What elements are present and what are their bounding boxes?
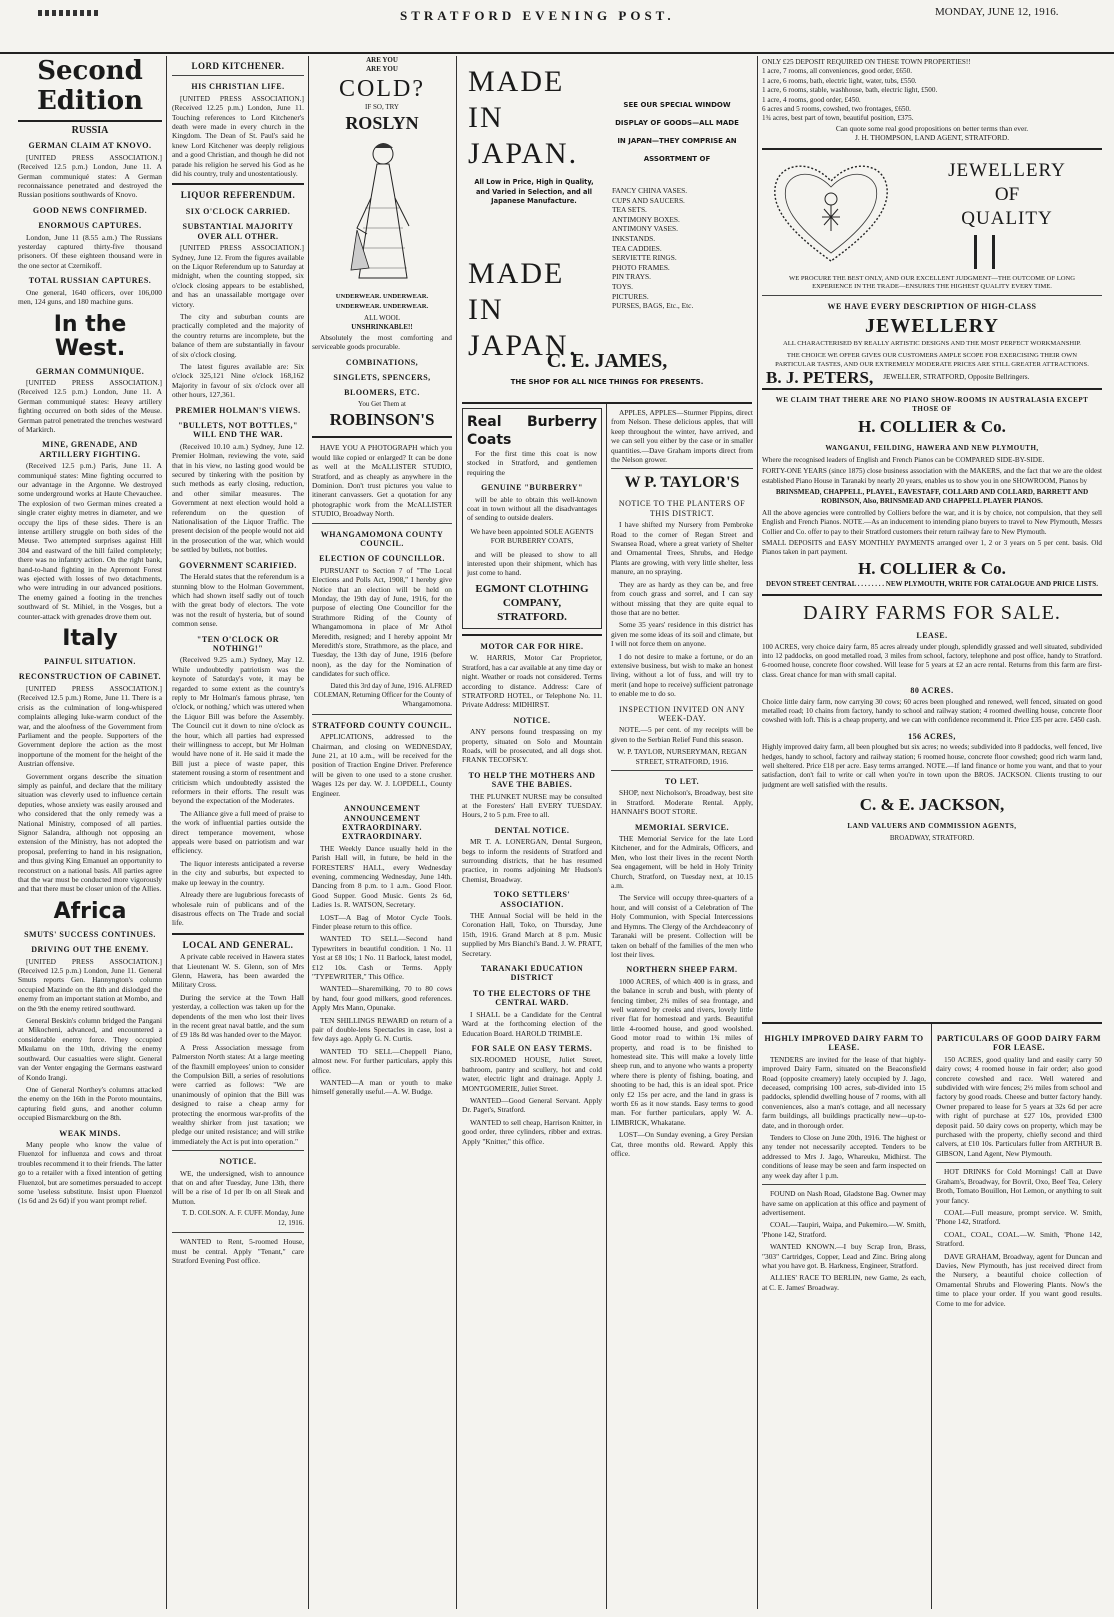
notice-signature: T. D. COLSON. A. F. CUFF. Monday, June 12, 1916. <box>182 1209 304 1227</box>
masthead <box>0 0 1114 54</box>
section-heading-russia: RUSSIA <box>71 125 109 136</box>
notice-signature: Dated this 3rd day of June, 1916. ALFRED COLEMAN, Returning Officer for the County of Whangamomona. <box>313 681 452 709</box>
headline: NORTHERN SHEEP FARM. <box>626 965 738 975</box>
headline: GERMAN COMMUNIQUE. <box>35 366 145 376</box>
classified-ad: HOT DRINKS for Cold Mornings! Call at Dave Graham's, Broadway, for Bovril, Oxo, Beef Tea, Celery Broth, Tomato Bouillon, Hot Lemon, or anything to suit your fancy. <box>936 1167 1102 1205</box>
headline: TO LET. <box>664 777 700 786</box>
headline: LOCAL AND GENERAL. <box>182 939 294 950</box>
notice-text: PURSUANT to Section 7 of "The Local Elections and Polls Act, 1908," I hereby give Notice that an election will be held on Monday, the 19th day of June, 1916, for the purpose of electing One Councillor for the Strathmore Riding of the County of Whangamomona in place of Mr Athol Meredith, resigned; and I hereby appoint Mr Meredith's store, Strathmore, as the place, and Tuesday, the 13th day of June, 1916 (before noon), as the day for the Nomination of candidates for such office. <box>312 565 452 679</box>
ad-line: UNSHRINKABLE!! <box>351 323 413 332</box>
headline: SIX O'CLOCK CARRIED. <box>185 206 291 216</box>
classified-ad: LOST—A Bag of Motor Cycle Tools. Finder please return to this office. <box>312 912 452 931</box>
ad-headline-cold: COLD? <box>339 75 425 102</box>
notice-text: The Service will occupy three-quarters of a hour, and will consist of a Celebration of The Holy Communion, with Special Intercessions and Hymns. The Clergy of the Archdeaconry of Taranaki will be present. Collection will be taken on behalf of the families of the men who lost their lives. <box>611 893 753 959</box>
article-text: (Received 9.25 a.m.) Sydney, May 12. While undoubtedly patriotism was the keynote of Saturday's vote, it may be regarded to some extent as the country's reply to Mr Holman's famous phrase, 'ten o'clock, or nothing,' which was uttered when the Liquor Bill was before the Assembly. The Council cut it down to nine o'clock as the hour, which all parties had expressed their willingness to accept, but Mr Holman would have none of it. He said it made the Bill just a piece of waste paper, this statement rousing a storm of resentment and criticism which undoubtedly assisted the reformers in their efforts. The result was beyond the expectation of the Moderates. <box>172 655 304 806</box>
headline: DRIVING OUT THE ENEMY. <box>31 945 149 955</box>
classified-ad: COAL—Taupiri, Waipa, and Pukemiro.—W. Smith, 'Phone 142, Stratford. <box>762 1220 926 1239</box>
ad-line: 80 ACRES. <box>910 686 954 696</box>
ad-line: You Get Them at <box>358 399 406 408</box>
ad-text: FORTY-ONE YEARS (since 1875) close business association with the MAKERS, and the fact that we are the oldest established Piano House in Taranaki by nearly 20 years, enables us to show you in one SHOWROOM, Pianos by <box>762 467 1102 485</box>
column-news-local <box>172 56 304 1609</box>
headline: STRATFORD COUNTY COUNCIL. <box>312 720 452 730</box>
jewellery-banner <box>762 155 1102 273</box>
headline: GOVERNMENT SCARIFIED. <box>179 560 297 570</box>
column-ads-c <box>611 408 753 1609</box>
headline: WHANGAMOMONA COUNTY COUNCIL. <box>320 529 444 548</box>
masthead-ornament <box>38 10 98 16</box>
ad-text: APPLES, APPLES—Sturmer Pippins, direct from Nelson. These delicious apples, that will keep throughout the winter, have arrived, and we can sell you either by the case or in smaller quantities.—Dave Graham imports direct from the Nelson grower. <box>611 408 753 465</box>
column-news-war <box>18 56 162 1609</box>
classified-ad: WANTED to sell cheap, Harrison Knitter, in good order, three cylinders, ribber and extras. Apply "Knitter," this office. <box>462 1117 602 1146</box>
section-heading-west: In the West. <box>53 311 127 361</box>
ad-brand-bj-peters: B. J. PETERS, <box>766 368 874 388</box>
column-ads-right-b <box>936 1028 1102 1609</box>
divider <box>762 594 1102 596</box>
property-list-item: 1 acre, 6 rooms, stable, washhouse, bath, electric light, £500. <box>762 86 938 95</box>
ad-line: IF SO, TRY <box>365 102 399 111</box>
product-list-item: PURSES, BAGS, Etc., Etc. <box>612 301 694 311</box>
ad-line: SINGLETS, SPENCERS, <box>333 373 431 383</box>
column-ads-a <box>312 56 452 1609</box>
ad-line: WE HAVE EVERY DESCRIPTION OF HIGH-CLASS <box>827 302 1037 312</box>
divider <box>762 148 1102 150</box>
ad-text: TENDERS are invited for the lease of that highly-improved Dairy Farm, situated on the Beaconsfield Road (opposite creamery) lately occupied by J. Jago, deceased, comprising 100 acres, sub-divided into 15 paddocks, splendid dwelling house of 7 rooms, with all conveniences, also a man's cottage, and all necessary farm buildings, all buildings practically new—up-to-date, and in thorough order. <box>762 1054 926 1130</box>
ad-text: NOTE.—5 per cent. of my receipts will be given to the Serbian Relief Fund this season. <box>611 725 753 744</box>
ad-headline-made-in-japan: MADE IN JAPAN. <box>468 257 579 362</box>
property-list-item: 1 acre, 6 rooms, bath, electric light, water, tubs, £550. <box>762 76 917 85</box>
ad-text: I have shifted my Nursery from Pembroke Road to the corner of Regan Street and Swansea Road, where a great variety of Shelter and Ornamental Trees, Shrubs, and Hedge Plants are growing, with very little shelter, less manure, an no spraying. <box>611 520 753 577</box>
notice-text: MR T. A. LONERGAN, Dental Surgeon, begs to inform the residents of Stratford and surrounding districts, that he has resumed practice, in rooms adjoining Mr Hudson's Chemist, Broadway. <box>462 837 602 884</box>
product-list-item: SERVIETTE RINGS. <box>612 253 677 263</box>
product-list-item: INKSTANDS. <box>612 233 656 243</box>
ad-text: WE PROCURE THE BEST ONLY, AND OUR EXCELLENT JUDGMENT—THE OUTCOME OF LONG EXPERIENCE IN THE TRADE—ENSURES THE HIGHEST QUALITY EVERY TIME. <box>788 274 1076 291</box>
article-text: The latest figures available are: Six o'clock 325,121 Nine o'clock 168,162 Majority in favour of six o'clock over all other hours, 127,361. <box>172 361 304 400</box>
ad-text: All Low in Price, High in Quality, and Varied in Selection, and all Japanese Manufacture. <box>474 178 594 206</box>
column-rule <box>308 56 309 1609</box>
ad-line: ARE YOU <box>366 65 398 74</box>
article-text: A private cable received in Hawera states that Lieutenant W. S. Glenn, son of Mrs Glenn, Hawera, has been awarded the Military Cross. <box>172 952 304 990</box>
divider <box>172 933 304 935</box>
headline: TARANAKI EDUCATION DISTRICT <box>480 964 584 983</box>
product-list <box>612 186 742 311</box>
product-list-item: TEA CADDIES. <box>612 243 662 253</box>
ad-brand-roslyn: ROSLYN <box>345 113 419 134</box>
article-text: One of General Northey's columns attacked the enemy on the 16th in the Poroto mountains, capturing field guns, and another column occupied Bismarckburg on the 8th. <box>18 1084 162 1123</box>
article-text: [UNITED PRESS ASSOCIATION.] Sydney, June 12. From the figures available on the Liquor Referendum up to Saturday at midnight, when the counting stopped, six o'clock closing appears to be established, and has an unassailable mortgage over victory. <box>172 243 304 309</box>
ad-line: COMBINATIONS, <box>345 357 419 367</box>
product-list-item: TOYS. <box>612 281 634 291</box>
headline: TOKO SETTLERS' ASSOCIATION. <box>493 890 571 909</box>
divider <box>762 295 1102 296</box>
ad-text: Tenders to Close on June 20th, 1916. The highest or any tender not necessarily accepted. Tenders to be addressed to Mrs J. Jago, Whareuku, Midhirst. The conditions of lease may be seen and farm inspected on any week day after 1 p.m. <box>762 1133 926 1180</box>
article-text: The liquor interests anticipated a reverse in the city and suburbs, but expected to make up leeway in the country. <box>172 858 304 887</box>
ad-text: HAVE YOU A PHOTOGRAPH which you would like copied or enlarged? It can be done as well at the McALLISTER STUDIO, Stratford, and as cheaply as anywhere in the Dominion. Don't trust pictures you value to itinerant canvassers. Get a quotation for any photographic work from the McALLISTER STUDIO, Broadway North. <box>312 443 452 519</box>
headline: PARTICULARS OF GOOD DAIRY FARM FOR LEASE. <box>936 1034 1102 1053</box>
ad-line: BLOOMERS, ETC. <box>344 388 420 398</box>
headline: NOTICE. <box>513 715 551 725</box>
ad-headline-quality: QUALITY <box>961 207 1053 229</box>
headline: INSPECTION INVITED ON ANY WEEK-DAY. <box>618 704 746 723</box>
article-text: (Received 10.10 a.m.) Sydney, June 12. Premier Holman, reviewing the vote, said that in his view, no lasting good would be secured by tinkering with the position by such methods as early closing, reduction, and other similar measures. The Government at next election would hold a referendum on the question of Nationalisation of the Liquor Traffic. The present decision of the people would not aid in the prosecution of the war, which would be settled by bullets, not bottles. <box>172 441 304 555</box>
banner-post <box>992 235 995 269</box>
notice-text: THE PLUNKET NURSE may be consulted at the Foresters' Hall EVERY TUESDAY. Hours, 2 to 5 p.m. Free to all. <box>462 791 602 820</box>
classified-ad: SIX-ROOMED HOUSE, Juliet Street, bathroom, pantry and scullery, hot and cold water, electric light and drainage. Apply J. MONTGOMERIE, Juliet Street. <box>462 1055 602 1093</box>
column-ads-right-a <box>762 1028 926 1609</box>
ad-headline-of: OF <box>994 183 1020 205</box>
product-list-item: CUPS AND SAUCERS. <box>612 195 685 205</box>
ad-text: They are as hardy as they can be, and free from couch grass and sorrel, and I can say without missing that they are quite equal to those that are no better. <box>611 579 753 617</box>
headline: WEAK MINDS. <box>59 1128 121 1138</box>
section-heading-italy: Italy <box>62 626 118 652</box>
headline: DENTAL NOTICE. <box>494 825 570 835</box>
ad-text: Some 35 years' residence in this district has given me some ideas of its soil and climate, but I will not force them on anyone. <box>611 620 753 649</box>
headline: TOTAL RUSSIAN CAPTURES. <box>28 276 152 286</box>
ad-text: 1000 ACRES, of which 400 is in grass, and the balance in scrub and bush, with plenty of fencing timber, 2¾ miles of sea frontage, and well watered by creeks and rivers, lovely little river flat for homestead and yards. Beautiful little 4-roomed house, and good woolshed. Good motor road to within 1¾ miles of property, and road is to be finished to homestead site. This will make a lovely little sheep run, and to anyone who wants a property where there is plenty of fishing, boating, and shooting to be had, this is an ideal spot. Price only £2 15s per acre, and the land in grass is worth £6 as it now stands. Easy terms to good man. For further particulars, apply W. A. LIMBRICK, Whakatane. <box>611 976 753 1127</box>
divider <box>312 714 452 715</box>
headline: PAINFUL SITUATION. <box>44 657 136 667</box>
headline: MOTOR CAR FOR HIRE. <box>480 641 584 651</box>
ad-line: LAND VALUERS AND COMMISSION AGENTS, <box>847 822 1017 831</box>
divider <box>762 1184 926 1185</box>
ad-line: GENUINE "BURBERRY" <box>481 483 583 493</box>
property-list-item: 1 acre, 7 rooms, all conveniences, good order, £650. <box>762 67 913 76</box>
article-text: One general, 1640 officers, over 106,000 men, 124 guns, and 180 machine guns. <box>18 287 162 307</box>
ad-text: Highly improved dairy farm, all been ploughed but six acres; no weeds; subdivided into 8 paddocks, well fenced, live hedges, handy to school, factory and railway station; 6 roomed house, concrete floor cowshed; good rich warm land, well sheltered. Price £18 per acre. Easy terms arranged. NOTE.—If land finance or home you want, and that to your satisfaction, don't fail to write or call when you're in town upon the BROS. JACKSON. Clients trusting to our judgment are well satisfied with the results. <box>762 743 1102 789</box>
headline: TO HELP THE MOTHERS AND SAVE THE BABIES. <box>468 770 596 790</box>
woman-figure-illustration-icon <box>337 138 427 288</box>
ad-text: Absolutely the most comforting and serviceable goods procurable. <box>312 332 452 352</box>
notice-text: I SHALL be a Candidate for the Central Ward at the forthcoming election of the Education Board. HAROLD TRIMBLE. <box>462 1009 602 1038</box>
ad-line: WE CLAIM THAT THERE ARE NO PIANO SHOW-ROOMS IN AUSTRALASIA EXCEPT THOSE OF <box>775 395 1089 413</box>
ad-text: will be able to obtain this well-known coat in town without all the disadvantages of sending to outside dealers. <box>467 494 597 523</box>
divider <box>312 436 452 438</box>
headline: ENORMOUS CAPTURES. <box>38 221 142 231</box>
edition-heading: Second Edition <box>18 56 162 122</box>
ad-made-in-japan <box>462 60 752 400</box>
product-list-item: FANCY CHINA VASES. <box>612 186 688 195</box>
ad-brand-ce-james: C. E. JAMES, <box>546 350 668 372</box>
property-list <box>762 67 1102 123</box>
classified-ad: COAL, COAL, COAL.—W. Smith, 'Phone 142, Stratford. <box>936 1229 1102 1249</box>
ad-text: Can quote some real good propositions on better terms than ever. <box>835 123 1029 133</box>
column-rule <box>606 404 607 1609</box>
ad-headline: ONLY £25 DEPOSIT REQUIRED ON THESE TOWN PROPERTIES!! <box>762 58 971 66</box>
column-rule <box>166 56 167 1609</box>
article-text: [UNITED PRESS ASSOCIATION.] (Received 12.5 p.m.) London, June 11. General Smuts reports Gen. Hannyngton's column occupied Mazinde on the 8th and dislodged the enemy from an important station at Mombo, and on the 9th the enemy retired southward. <box>18 956 162 1013</box>
ad-line: ALL WOOL <box>364 314 400 323</box>
classified-ad: WANTED KNOWN.—I buy Scrap Iron, Brass, "303" Cartridges, Copper, Lead and Zinc. Bring along what you have got. B. Harkness, Engineer, Stratford. <box>762 1242 926 1270</box>
headline: LIQUOR REFERENDUM. <box>180 190 296 201</box>
article-text: Government organs describe the situation simply as painful, and declare that the military situation was cleverly used to influence certain deputies, whose anxiety was easily aroused and who considered that the only remedy was a National Ministry, composed of all parties. Signor Salandra, although not opposing an extension of the Ministry, has not adopted the proposal, preferring to hand in his resignation, and thus giving King Emanuel an opportunity to reconstruct on a national basis. All parties agree that the war must be conducted more vigorously and that there must be closer union of the Allies. <box>18 771 162 894</box>
divider <box>172 1150 304 1151</box>
heart-brooch-icon <box>766 157 896 269</box>
ad-headline-burberry: Real Burberry Coats <box>467 414 597 448</box>
product-list-item: TEA SETS. <box>612 205 647 215</box>
article-text: A Press Association message from Palmerston North states: At a large meeting of the flaxmill employees' union to consider the Compulsion Bill, a series of resolutions were carried as follows: "We are unanimously of opinion that the Bill was designed to raise a cheap army for protecting the enormous war-profits of the wealthy shirker from just taxation; we pledge our united resistance; and will strike immediately the Act is put into operation." <box>172 1042 304 1146</box>
property-list-item: 6 acres and 5 rooms, cowshed, two frontages, £650. <box>762 105 911 114</box>
ad-text: 100 ACRES, very choice dairy farm, 85 acres already under plough, splendidly grassed and well situated, subdivided into 12 paddocks, on good metalled road, 3 miles from school, factory, telephone and post office, handy to Stratford. 6-roomed house, concrete floor cowshed. Will lease for 5 years at £2 an acre rental. Returns from this farm are first-class. Great chance for man with small capital. <box>762 642 1102 679</box>
ad-line: UNDERWEAR. UNDERWEAR. <box>335 293 429 301</box>
divider <box>462 402 752 404</box>
divider <box>172 183 304 185</box>
advert-text: Many people who know the value of Fluenzol for influenza and cows and throat troubles recommend it to their friends. The latter go to a retailer with a fixed intention of getting Fluenzol, but are sometimes persuaded to accept some 'useless substitute. Insist upon Fluenzol (1s 6d and 2s 6d) if you want prompt relief. <box>18 1139 162 1206</box>
ad-brand-collier: H. COLLIER & Co. <box>858 417 1006 437</box>
article-text: During the service at the Town Hall yesterday, a collection was taken up for the dependents of the men who lost their lives in the recent great naval battle, and the sum of £9 18s 8d was handed over to the Mayor. <box>172 992 304 1040</box>
article-text: [UNITED PRESS ASSOCIATION.] (Received 12.5 p.m.) Rome, June 11. There is a crisis as the culmination of long-whispered complaints alleging luke-warm conduct of the war, and the aloofness of the Government from Parliament and the people. Supporters of the Government deplore the action as the most inopportune of the moment for the height of the Austrian offensive. <box>18 683 162 769</box>
headline: NOTICE. <box>219 1157 257 1167</box>
headline: MEMORIAL SERVICE. <box>634 822 729 832</box>
headline: NOTICE TO THE PLANTERS OF THIS DISTRICT. <box>618 499 746 518</box>
classified-ad: DAVE GRAHAM, Broadway, agent for Duncan and Davies, New Plymouth, has just received direct from the Nursery, a beautiful choice collection of Ornamental Shrubs and Flowering Plants. Now's the time to place your order. If you want good results. Come to me for advice. <box>936 1251 1102 1308</box>
headline: ELECTION OF COUNCILLOR. <box>319 554 445 564</box>
ad-text: SEE OUR SPECIAL WINDOW DISPLAY OF GOODS—ALL MADE IN JAPAN—THEY COMPRISE AN ASSORTMENT OF <box>615 101 739 163</box>
divider <box>936 1162 1102 1163</box>
classified-ad: LOST—On Sunday evening, a Grey Persian Cat, three months old. Reward. Apply this office. <box>611 1130 753 1159</box>
ad-line: LEASE. <box>916 631 948 641</box>
column-rule <box>757 56 758 1609</box>
column-ads-b <box>462 408 602 1609</box>
headline: HIS CHRISTIAN LIFE. <box>191 82 285 92</box>
notice-text: THE Memorial Service for the late Lord Kitchener, and for the Admirals, Officers, and Men, who lost their lives in the recent North Sea engagement, will be held in Holy Trinity Church, Stratford, on Tuesday next, at 10.15 a.m. <box>611 834 753 891</box>
product-list-item: PIN TRAYS. <box>612 272 652 282</box>
ad-text: All the above agencies were controlled by Colliers before the war, and it is by choice, not compulsion, that they sell English and French Pianos. NOTE.—As an inducement to intending piano buyers to travel to New Plymouth, Messrs Collier and Co. offer to pay to their Stratford customers their return railway fare to New Plymouth. <box>762 508 1102 536</box>
headline: FOR SALE ON EASY TERMS. <box>471 1043 593 1053</box>
product-list-item: PICTURES. <box>612 291 649 301</box>
divider <box>172 75 304 76</box>
column-rule <box>931 1024 932 1609</box>
product-list-item: ANTIMONY BOXES. <box>612 214 680 224</box>
headline: ANNOUNCEMENT ANNOUNCEMENT EXTRAORDINARY. EXTRAORDINARY. <box>342 804 422 842</box>
ad-text: Choice little dairy farm, now carrying 30 cows; 60 acres been ploughed and renewed, well fenced, situated on good metalled road; 10 chains from factory, handy to school and railway station; 4 roomed dwelling house, concrete floor cowshed with loft. This is a cheap property, and we can with confidence recommend it. Price £35 per acre. £450 cash. <box>762 697 1102 725</box>
newspaper-title: STRATFORD EVENING POST. <box>400 8 675 23</box>
classified-ad: WANTED TO SELL—Second hand Typewriters in beautiful condition. 1 No. 11 Yost at £8 10s; 1 No. 11 Barlock, latest model, £12 10s. Cash or Terms. Apply "TYPEWRITER," This Office. <box>312 934 452 981</box>
headline: MINE, GRENADE, AND ARTILLERY FIGHTING. <box>39 440 141 459</box>
ad-headline-jewellery-2: JEWELLERY <box>865 314 999 337</box>
ad-text: ALL CHARACTERISED BY REALLY ARTISTIC DESIGNS AND THE MOST PERFECT WORKMANSHIP. <box>783 339 1081 347</box>
article-text: London, June 11 (8.55 a.m.) The Russians yesterday captured thirty-five thousand prisoners. Of these eighteen thousand were in the one sector at Czernikoff. <box>18 232 162 270</box>
headline: HIGHLY IMPROVED DAIRY FARM TO LEASE. <box>764 1034 924 1053</box>
notice-text: ANY persons found trespassing on my property, situated on Solo and Mountain Roads, will be prosecuted, and all dogs shot. FRANK TECOFSKY. <box>462 727 602 765</box>
article-text: The Herald states that the referendum is a stunning blow to the Holman Government, which had shown itself sadly out of touch with the great body of electors. The vote was not the result of hysteria, but of sound common sense. <box>172 572 304 629</box>
article-text: (Received 12.5 p.m.) Paris, June 11. A communiqué states: Mine fighting occurred to our advantage in the Argonne. We destroyed some underground works at Haute Chevauchee. The explosion of two German mines created a single crater eighty metres in diameter, and we occupy the lips of these sides. There is an intense artillery struggle on both sides of the Meuse. Two attempted surprises against Hill 304 and eastward of the hill failed completely; there was no infantry action. On the right bank, hand-to-hand fighting in the Apremont Forest was ejected with losses of two detachments, who were intruding in our advanced positions. The enemy gained a footing in the trenches southward of St. Mihiel, in the Vosges, but a counter-attack with grenades drove them out. <box>18 461 162 621</box>
article-text: [UNITED PRESS ASSOCIATION.] (Received 12.5 p.m.) London, June 11. A German communiqué states: A German reconnaissance penetrated and destroyed the Russian positions southwards of Knovo. <box>18 152 162 200</box>
headline: GERMAN CLAIM AT KNOVO. <box>28 141 152 151</box>
ad-line: BROADWAY, STRATFORD. <box>889 833 975 842</box>
ad-text: 150 ACRES, good quality land and easily carry 50 dairy cows; 4 roomed house in fair order; also good concrete cowshed and race. Well watered and subdivided with wire fences; 2½ miles from school and factory by good roads. Cheese and butter factory handy. Owner prepared to lease for 5 years at 32s 6d per acre with right of purchase at £27 10s, provided £300 deposit paid. 50 dairy cows on property, which may be purchased with the property, chiefly second and third calvers, at £10 10s. Particulars fuller from ARTHUR B. GIBSON, Land Agent, New Plymouth. <box>936 1054 1102 1158</box>
headline: RECONSTRUCTION OF CABINET. <box>18 672 162 682</box>
classified-ad: WANTED—A man or youth to make himself generally useful.—A. W. Budge. <box>312 1078 452 1097</box>
divider <box>172 1232 304 1233</box>
ad-line: UNDERWEAR. UNDERWEAR. <box>335 302 429 310</box>
ad-line: ARE YOU <box>366 56 398 64</box>
ad-text: BRINSMEAD, CHAPPELL, PLAYEL, EAVESTAFF, COLLARD AND COLLARD, BARRETT AND ROBINSON, Also, BRINSMEAD AND CHAPPELL PLAYER PIANOS. <box>775 487 1089 506</box>
headline: LORD KITCHENER. <box>191 61 285 71</box>
classified-ad: FOUND on Nash Road, Gladstone Bag. Owner may have same on application at this office and payment of advertisement. <box>762 1189 926 1217</box>
headline: GOOD NEWS CONFIRMED. <box>32 205 148 215</box>
ad-text: Where the recognised leaders of English and French Pianos can be COMPARED SIDE-BY-SIDE. <box>762 455 1045 464</box>
classified-ad: WANTED TO SELL—Cheppell Piano, almost new. For further particulars, apply this office. <box>312 1046 452 1075</box>
notice-text: APPLICATIONS, addressed to the Chairman, and closing on WEDNESDAY, June 21, at 10 a.m., will be received for the position of Traction Engine Driver. Preference will be given to one used to a stone crusher. Wages 12s per day. W. J. LOPDELL, County Engineer. <box>312 732 452 798</box>
classified-ad: WANTED to Rent, 5-roomed House, must be central. Apply "Tenant," care Stratford Evening Post office. <box>172 1237 304 1265</box>
classified-ad: ALLIES' RACE TO BERLIN, new Game, 2s each, at C. E. James' Broadway. <box>762 1273 926 1292</box>
notice-text: WE, the undersigned, wish to announce that on and after Tuesday, June 13th, there will be a rise of 1d per lb on all Steak and Mutton. <box>172 1168 304 1206</box>
banner-post <box>974 235 977 269</box>
ad-headline-dairy-farms: DAIRY FARMS FOR SALE. <box>803 602 1061 625</box>
headline: SUBSTANTIAL MAJORITY OVER ALL OTHER. <box>182 222 294 241</box>
classified-ad: COAL—Full measure, prompt service. W. Smith, 'Phone 142, Stratford. <box>936 1207 1102 1227</box>
ad-text: W. HARRIS, Motor Car Proprietor, Stratford, has a car available at any time day or night. Weather or roads not considered. Terms according to distance. Address: Care of STRATFORD HOTEL, or Telephone No. 11. Private Address: MIDHIRST. <box>462 653 602 710</box>
headline: SMUTS' SUCCESS CONTINUES. <box>24 929 156 939</box>
classified-ad: WANTED—Good General Servant. Apply Dr. Paget's, Stratford. <box>462 1095 602 1115</box>
article-text: [UNITED PRESS ASSOCIATION.] (Received 12.5 p.m.) London, June 11. A German communiqué states: Heavy artillery fighting occurred on both sides of the Meuse. German patrol penetrated the trenches westward of Markirch. <box>18 377 162 434</box>
article-text: Already there are lugubrious forecasts of wholesale ruin of publicans and of the disastrous effects on The Trade and social life. <box>172 890 304 928</box>
divider <box>611 468 753 469</box>
ad-brand-robinsons: ROBINSON'S <box>329 410 435 430</box>
ad-signature: W. P. TAYLOR, NURSERYMAN, REGAN STREET, STRATFORD, 1916. <box>617 747 747 766</box>
article-text: [UNITED PRESS ASSOCIATION.] (Received 12.25 p.m.) London, June 11. Touching references to Lord Kitchener's death were made in every church in the Kingdom. The Dean of St. Paul's said he knew Lord Kitchener was deeply religious and a good Christian, and though he did not parade his religion he served his God as he did his country, truly and unostentatiously. <box>172 93 304 179</box>
ad-text: and will be pleased to show to all interested upon their shipment, which has just come to hand. <box>467 549 597 578</box>
ad-tagline: THE SHOP FOR ALL NICE THINGS FOR PRESENTS. <box>510 378 704 386</box>
ad-brand-egmont: EGMONT CLOTHING COMPANY, STRATFORD. <box>475 582 589 623</box>
classified-ad: WANTED—Sharemilking, 70 to 80 cows by hand, four good milkers, good references. Apply Mrs Mann, Opunake. <box>312 984 452 1013</box>
column-rule <box>456 56 457 1609</box>
headline: "TEN O'CLOCK OR NOTHING!" <box>196 634 280 653</box>
article-text: General Beskin's column bridged the Pangani at Mikocheni, advanced, and encountered a considerable enemy force. They occupied Mkulamu on the 10th, driving the enemy southward. Our casualties were slight. General van der Venter engaging the Germans eastward of Kondo Irangi. <box>18 1016 162 1082</box>
ad-text: For the first time this coat is now stocked in Stratford, and gentlemen requiring the <box>467 449 597 477</box>
headline: "BULLETS, NOT BOTTLES," WILL END THE WAR. <box>178 421 298 440</box>
classified-ad: SHOP, next Nicholson's, Broadway, best site in Stratford. Moderate Rental. Apply, HANNAH'S BOOT STORE. <box>611 788 753 817</box>
ad-headline-jewellery: JEWELLERY <box>948 159 1066 181</box>
issue-date: MONDAY, JUNE 12, 1916. <box>935 6 1059 18</box>
property-list-item: 1¾ acres, best part of town, beautiful position, £375. <box>762 114 914 123</box>
ad-headline-made-in-japan: MADE IN JAPAN. <box>468 65 579 170</box>
ad-brand-collier-2: H. COLLIER & Co. <box>858 558 1006 578</box>
classified-ad: TEN SHILLINGS REWARD on return of a pair of double-lens Spectacles in case, lost a few days ago. Apply G. N. Curtis. <box>312 1015 452 1044</box>
divider <box>462 634 602 636</box>
ad-line: 156 ACRES, <box>908 731 956 741</box>
article-text: The Alliance give a full meed of praise to the work of influential parties outside the direct temperance movement, whose appeals were based on patriotism and war efficiency. <box>172 808 304 856</box>
article-text: The city and suburban counts are practically completed and the majority of the country returns are incomplete, but the balance of them are substantially in favour of six o'clock closing. <box>172 311 304 359</box>
ad-signature: J. H. THOMPSON, LAND AGENT, STRATFORD. <box>854 133 1010 143</box>
section-heading-africa: Africa <box>53 898 127 924</box>
ad-text: SMALL DEPOSITS and EASY MONTHLY PAYMENTS arranged over 1, 2 or 3 years on 5 per cent. basis. Old Pianos taken in part payment. <box>762 538 1102 557</box>
ad-text: DEVON STREET CENTRAL . . . . . . . . NEW PLYMOUTH, WRITE FOR CATALOGUE AND PRICE LISTS. <box>766 579 1098 588</box>
product-list-item: ANTIMONY VASES. <box>612 224 678 234</box>
ad-text: We have been appointed SOLE AGENTS FOR BURBERRY COATS, <box>470 526 594 546</box>
property-list-item: 1 acre, 4 rooms, good order, £450. <box>762 95 861 104</box>
divider <box>611 770 753 771</box>
headline: TO THE ELECTORS OF THE CENTRAL WARD. <box>472 988 592 1008</box>
ad-line: WANGANUI, FEILDING, HAWERA AND NEW PLYMOUTH, <box>825 444 1039 453</box>
headline: PREMIER HOLMAN'S VIEWS. <box>175 405 301 415</box>
product-list-item: PHOTO FRAMES. <box>612 262 670 272</box>
ad-text: I do not desire to make a fortune, or do an extensive business, but wish to make an honest living, without a lot of fuss, and will try to merit (and hope to receive) sufficient patronage to enable me to do so. <box>611 651 753 699</box>
column-ads-right <box>762 58 1102 1018</box>
ad-text: THE CHOICE WE OFFER GIVES OUR CUSTOMERS AMPLE SCOPE FOR EXERCISING THEIR OWN PARTICULAR TASTES, AND OUR EXTREMELY MODERATE PRICES ARE STILL GREATER ATTRACTIONS. <box>775 352 1089 368</box>
notice-text: THE Weekly Dance usually held in the Parish Hall will, in future, be held in the FORESTERS' HALL, every Wednesday evening, commencing Wednesday, June 14th. Dancing from 8 p.m. to 1 a.m.. Good Floor. Good Supper. Good Music. Gents 2s 6d, Ladies 1s. R. WATSON, Secretary. <box>312 843 452 910</box>
ad-brand-jackson: C. & E. JACKSON, <box>859 795 1005 815</box>
ad-text: JEWELLER, STRATFORD, Opposite Bellringers. <box>883 373 1030 382</box>
ad-brand-wp-taylor: W P. TAYLOR'S <box>624 474 740 492</box>
divider <box>312 523 452 524</box>
divider <box>762 1022 1102 1024</box>
divider <box>762 388 1102 390</box>
notice-text: THE Annual Social will be held in the Coronation Hall, Toko, on Thursday, June 15th, 1916. Grand March at 8 p.m. Music supplied by Mrs Bianchi's Band. J. W. PRATT, Secretary. <box>462 911 602 958</box>
